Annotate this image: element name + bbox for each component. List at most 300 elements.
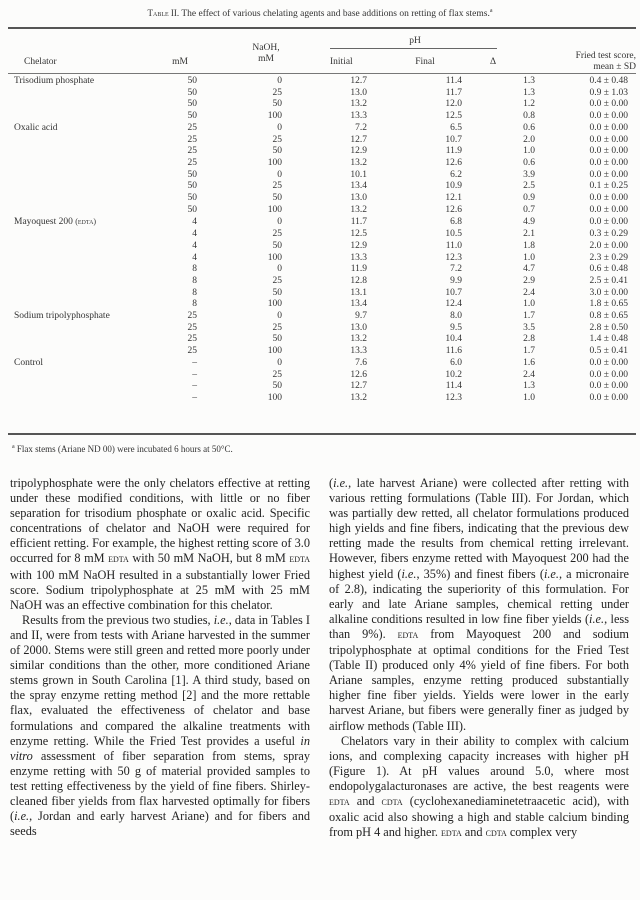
body-column-right — [329, 476, 629, 841]
text-run: , a micronaire of 2.8), indicating the superiority of this formulation. For early and late Ariane samples, chemical retting under alkaline conditions resulted in low fine fiber yields ( — [329, 566, 629, 626]
cell-ph-initial-text: 13.4 — [350, 299, 367, 310]
cell-ph-delta-text: 0.7 — [523, 204, 535, 215]
cell-chelator — [8, 253, 182, 265]
caption-footnote-mark: a — [489, 8, 493, 14]
cell-mm — [182, 358, 197, 370]
cell-fried-score — [535, 299, 636, 311]
cell-fried-score-text: 0.0 ± 0.00 — [589, 369, 628, 380]
cell-ph-delta — [462, 299, 535, 311]
cell-fried-score — [535, 288, 636, 300]
text-run: Results from the previous two studies, — [22, 612, 214, 627]
cell-chelator — [8, 299, 182, 311]
cell-fried-score-text: 0.4 ± 0.48 — [589, 76, 628, 86]
cell-mm-text: 25 — [187, 311, 197, 322]
cell-chelator — [8, 370, 182, 382]
cell-mm-text: – — [192, 381, 197, 392]
cell-fried-score — [535, 276, 636, 288]
cell-naoh — [197, 205, 282, 217]
table-row — [8, 323, 636, 335]
cell-fried-score-text: 0.0 ± 0.00 — [589, 216, 628, 227]
cell-ph-delta — [462, 264, 535, 276]
table-row — [8, 264, 636, 276]
cell-ph-final-text: 11.7 — [445, 87, 462, 98]
cell-mm-text: 25 — [187, 122, 197, 133]
cell-mm-text: 50 — [187, 76, 197, 86]
cell-mm — [182, 381, 197, 393]
cell-ph-final — [367, 288, 462, 300]
table-row — [8, 334, 636, 346]
cell-ph-final — [367, 323, 462, 335]
cell-fried-score — [535, 358, 636, 370]
table-body — [8, 76, 636, 405]
cell-ph-initial-text: 13.0 — [350, 193, 367, 204]
cell-naoh-text: 0 — [277, 216, 282, 227]
cell-ph-delta-text: 2.8 — [523, 334, 535, 345]
cell-ph-delta-text: 0.9 — [523, 193, 535, 204]
cell-ph-initial — [282, 158, 367, 170]
cell-ph-initial — [282, 146, 367, 158]
cell-ph-final-text: 10.7 — [445, 134, 462, 145]
cell-ph-delta — [462, 135, 535, 147]
cell-ph-initial — [282, 111, 367, 123]
table-row — [8, 370, 636, 382]
cell-ph-delta-text: 0.6 — [523, 122, 535, 133]
cell-mm-text: 8 — [192, 275, 197, 286]
cell-ph-initial-text: 11.7 — [350, 216, 367, 227]
cell-naoh — [197, 216, 282, 229]
cell-naoh — [197, 88, 282, 100]
cell-ph-delta-text: 2.4 — [523, 287, 535, 298]
cell-naoh-text: 100 — [267, 157, 282, 168]
cell-ph-initial-text: 12.5 — [350, 229, 367, 240]
cell-naoh-text: 50 — [272, 287, 282, 298]
text-run: and — [349, 793, 382, 808]
cell-ph-initial — [282, 181, 367, 193]
cell-chelator — [8, 276, 182, 288]
cell-naoh-text: 25 — [272, 181, 282, 192]
cell-ph-delta — [462, 170, 535, 182]
table-row — [8, 76, 636, 88]
table-row — [8, 311, 636, 323]
cell-fried-score-text: 2.3 ± 0.29 — [589, 252, 628, 263]
cell-naoh-text: 25 — [272, 275, 282, 286]
cell-naoh — [197, 381, 282, 393]
cell-ph-final-text: 6.0 — [450, 357, 462, 368]
text-run: , Jordan and early harvest Ariane) and for fibers and seeds — [10, 809, 310, 839]
cell-ph-final-text: 11.6 — [445, 346, 462, 357]
header-initial: Initial — [330, 57, 353, 67]
cell-chelator — [8, 123, 182, 135]
cell-naoh-text: 25 — [272, 134, 282, 145]
cell-fried-score-text: 0.0 ± 0.00 — [589, 111, 628, 122]
cell-ph-delta-text: 2.5 — [523, 181, 535, 192]
cell-chelator — [8, 381, 182, 393]
cell-ph-final-text: 12.0 — [445, 99, 462, 110]
cell-ph-initial-text: 12.7 — [350, 381, 367, 392]
text-run: assessment of fiber separation from stems, spray enzyme retting with 50 g of material provided samples to test retting effectiveness by the yield of fine fibers. Shirley-cleaned fiber yields from flax harvested optimally for fibers ( — [10, 748, 310, 824]
cell-ph-delta — [462, 229, 535, 241]
cell-naoh-text: 0 — [277, 357, 282, 368]
header-fried — [540, 51, 636, 73]
text-run: ( — [329, 476, 334, 490]
italic-text: i.e. — [333, 476, 349, 490]
cell-mm — [182, 193, 197, 205]
cell-naoh-text: 100 — [267, 346, 282, 357]
cell-ph-final-text: 11.4 — [445, 381, 462, 392]
cell-ph-initial — [282, 88, 367, 100]
cell-chelator — [8, 205, 182, 217]
text-run: tripolyphosphate were the only chelators effective at retting under these modified conditions, with little or no fiber separation for trisodium phosphate or oxalic acid. Specific concentrations of chelator and NaOH were required for efficient retting. For example, the highest retting score of 3.0 occurred for 8 mM — [10, 476, 310, 566]
cell-ph-delta — [462, 111, 535, 123]
cell-mm — [182, 264, 197, 276]
cell-ph-initial — [282, 123, 367, 135]
cell-fried-score — [535, 393, 636, 405]
cell-fried-score-text: 0.0 ± 0.00 — [589, 134, 628, 145]
cell-naoh — [197, 358, 282, 370]
cell-ph-delta — [462, 181, 535, 193]
cell-ph-initial — [282, 229, 367, 241]
text-run: (cyclohexanediaminetetraacetic acid), with oxalic acid also showing a high and stable calcium binding from pH 4 and higher. — [329, 793, 630, 840]
cell-fried-score — [535, 181, 636, 193]
cell-chelator-text: Oxalic acid — [14, 122, 58, 133]
cell-ph-final — [367, 88, 462, 100]
cell-fried-score — [535, 370, 636, 382]
cell-mm — [182, 229, 197, 241]
table-row — [8, 99, 636, 111]
cell-naoh-text: 100 — [267, 204, 282, 215]
cell-fried-score — [535, 111, 636, 123]
cell-mm — [182, 76, 197, 88]
cell-ph-delta-text: 3.5 — [523, 322, 535, 333]
cell-fried-score — [535, 76, 636, 88]
cell-mm — [182, 205, 197, 217]
cell-fried-score-text: 0.0 ± 0.00 — [589, 169, 628, 180]
cell-ph-initial — [282, 170, 367, 182]
cell-mm — [182, 99, 197, 111]
cell-ph-final-text: 10.4 — [445, 334, 462, 345]
cell-ph-delta — [462, 311, 535, 323]
cell-fried-score-text: 0.0 ± 0.00 — [589, 99, 628, 110]
cell-ph-initial-text: 13.3 — [350, 346, 367, 357]
cell-naoh — [197, 311, 282, 323]
cell-ph-initial — [282, 381, 367, 393]
cell-fried-score-text: 0.0 ± 0.00 — [589, 193, 628, 204]
cell-mm — [182, 181, 197, 193]
header-naoh-line1: NaOH, — [252, 43, 280, 53]
abbreviation: edta — [108, 553, 129, 566]
cell-ph-initial-text: 9.7 — [355, 311, 367, 322]
cell-mm-text: 4 — [192, 216, 197, 227]
cell-ph-final-text: 10.9 — [445, 181, 462, 192]
cell-naoh — [197, 123, 282, 135]
cell-ph-delta-text: 4.7 — [523, 264, 535, 275]
cell-ph-initial-text: 13.0 — [350, 322, 367, 333]
cell-ph-initial-text: 13.3 — [350, 252, 367, 263]
header-fried-line1: Fried test score, — [575, 51, 636, 61]
cell-fried-score — [535, 146, 636, 158]
cell-ph-initial-text: 13.2 — [350, 157, 367, 168]
cell-mm-text: – — [192, 392, 197, 403]
cell-ph-final — [367, 158, 462, 170]
cell-fried-score — [535, 229, 636, 241]
cell-mm-text: 4 — [192, 229, 197, 240]
cell-chelator — [8, 193, 182, 205]
cell-naoh-text: 50 — [272, 193, 282, 204]
cell-ph-delta-text: 1.3 — [523, 76, 535, 86]
text-run: Chelators vary in their ability to complex with calcium ions, and complexing capacity increases with higher pH (Figure 1). At pH values around 5.0, where most endopolygalacturonases are active, the best reagents were — [329, 733, 629, 793]
cell-mm — [182, 123, 197, 135]
table-top-rule — [8, 27, 636, 29]
cell-ph-delta-text: 2.9 — [523, 275, 535, 286]
cell-mm-text: 25 — [187, 157, 197, 168]
cell-ph-delta — [462, 193, 535, 205]
cell-fried-score-text: 0.6 ± 0.48 — [589, 264, 628, 275]
header-delta: Δ — [489, 57, 497, 67]
cell-ph-initial — [282, 264, 367, 276]
paragraph — [329, 476, 629, 734]
cell-mm — [182, 241, 197, 253]
cell-ph-initial — [282, 393, 367, 405]
cell-ph-delta-text: 1.3 — [523, 87, 535, 98]
cell-ph-final — [367, 99, 462, 111]
cell-mm-text: 50 — [187, 99, 197, 110]
text-run: , data in Tables I and II, were from tests with Ariane harvested in the summer of 2000. Stems were still green and retted more poorly under similar conditions than the other, more conditioned Ariane stems grown in South Carolina [1]. A third study, based on the spray enzyme retting method [2] and the more rettable flax, evaluated the effectiveness of chelator and base formulations and compared the alkaline treatments with enzyme retting. While the Fried Test provides a useful — [10, 612, 310, 748]
cell-mm — [182, 135, 197, 147]
cell-naoh-text: 50 — [272, 240, 282, 251]
cell-ph-delta-text: 3.9 — [523, 169, 535, 180]
italic-text: i.e. — [213, 612, 229, 627]
footnote-mark: a — [12, 444, 15, 450]
table-row — [8, 216, 636, 229]
cell-naoh-text: 25 — [272, 87, 282, 98]
cell-chelator — [8, 88, 182, 100]
cell-naoh — [197, 288, 282, 300]
cell-ph-final-text: 11.0 — [445, 240, 462, 251]
cell-ph-delta — [462, 76, 535, 88]
cell-fried-score — [535, 253, 636, 265]
cell-ph-initial — [282, 241, 367, 253]
cell-ph-final — [367, 146, 462, 158]
cell-mm-text: 4 — [192, 252, 197, 263]
cell-ph-final — [367, 181, 462, 193]
cell-chelator — [8, 216, 182, 229]
table-row — [8, 123, 636, 135]
cell-ph-delta-text: 2.4 — [523, 369, 535, 380]
cell-chelator — [8, 99, 182, 111]
cell-naoh-text: 100 — [267, 299, 282, 310]
cell-mm — [182, 311, 197, 323]
cell-ph-initial-text: 13.2 — [350, 204, 367, 215]
cell-mm — [182, 370, 197, 382]
cell-ph-initial-text: 7.2 — [355, 122, 367, 133]
cell-ph-final — [367, 334, 462, 346]
chelator-abbrev: (edta) — [75, 217, 97, 227]
cell-naoh-text: 50 — [272, 381, 282, 392]
cell-ph-delta — [462, 123, 535, 135]
cell-ph-delta-text: 0.8 — [523, 111, 535, 122]
cell-chelator — [8, 311, 182, 323]
italic-text: i.e. — [14, 809, 30, 824]
cell-naoh-text: 50 — [272, 334, 282, 345]
paragraph — [329, 734, 629, 842]
table-row — [8, 170, 636, 182]
cell-fried-score-text: 0.0 ± 0.00 — [589, 146, 628, 157]
cell-mm-text: 50 — [187, 169, 197, 180]
cell-fried-score — [535, 241, 636, 253]
cell-ph-final — [367, 123, 462, 135]
table-row — [8, 381, 636, 393]
text-run: with 50 mM NaOH, but 8 mM — [128, 551, 290, 566]
table-footnote — [12, 444, 233, 454]
cell-ph-final-text: 9.9 — [450, 275, 462, 286]
cell-ph-delta — [462, 346, 535, 358]
cell-ph-initial-text: 11.9 — [350, 264, 367, 275]
cell-chelator-text: Mayoquest 200 — [14, 217, 73, 228]
cell-chelator — [8, 170, 182, 182]
table-row — [8, 146, 636, 158]
cell-naoh-text: 25 — [272, 369, 282, 380]
cell-ph-final — [367, 393, 462, 405]
body-column-left — [10, 476, 310, 839]
cell-ph-final — [367, 346, 462, 358]
table-row — [8, 393, 636, 405]
cell-ph-final — [367, 264, 462, 276]
cell-naoh — [197, 393, 282, 405]
table-caption — [0, 8, 640, 19]
cell-fried-score-text: 0.1 ± 0.25 — [589, 181, 628, 192]
cell-ph-initial-text: 7.6 — [355, 357, 367, 368]
abbreviation: cdta — [485, 827, 507, 840]
table-row — [8, 241, 636, 253]
cell-ph-delta — [462, 393, 535, 405]
table-row — [8, 193, 636, 205]
cell-fried-score — [535, 193, 636, 205]
cell-ph-final-text: 12.1 — [445, 193, 462, 204]
cell-chelator-text: Sodium tripolyphosphate — [14, 311, 110, 322]
cell-chelator — [8, 323, 182, 335]
cell-ph-initial-text: 13.3 — [350, 111, 367, 122]
cell-ph-final-text: 6.8 — [450, 216, 462, 227]
cell-naoh — [197, 193, 282, 205]
cell-fried-score — [535, 311, 636, 323]
cell-mm — [182, 158, 197, 170]
cell-mm — [182, 216, 197, 229]
cell-chelator — [8, 241, 182, 253]
italic-text: in vitro — [10, 733, 310, 763]
cell-mm — [182, 170, 197, 182]
italic-text: i.e. — [543, 566, 559, 581]
cell-ph-final-text: 12.3 — [445, 252, 462, 263]
cell-chelator — [8, 264, 182, 276]
cell-mm — [182, 88, 197, 100]
table-row — [8, 288, 636, 300]
text-run: , late harvest Ariane) were collected after retting with various retting formulations (Table III). For Jordan, which was partially dew retted, all chelator formulations produced high yields and fine fibers, indicating that the previous dew retting made the results from chemical retting irrelevant. However, fibers enzyme retted with Mayoquest 200 had the highest yield ( — [329, 476, 629, 581]
cell-ph-delta-text: 2.0 — [523, 134, 535, 145]
cell-ph-initial — [282, 299, 367, 311]
cell-fried-score — [535, 205, 636, 217]
abbreviation: edta — [441, 827, 462, 840]
cell-ph-initial — [282, 311, 367, 323]
cell-ph-final-text: 10.7 — [445, 287, 462, 298]
cell-ph-final — [367, 216, 462, 229]
cell-ph-final — [367, 381, 462, 393]
cell-ph-delta-text: 1.3 — [523, 381, 535, 392]
cell-naoh-text: 0 — [277, 76, 282, 86]
cell-chelator — [8, 181, 182, 193]
footnote-text: Flax stems (Ariane ND 00) were incubated 6 hours at 50°C. — [14, 444, 233, 454]
cell-ph-delta — [462, 334, 535, 346]
cell-fried-score-text: 0.0 ± 0.00 — [589, 392, 628, 403]
cell-ph-initial-text: 13.2 — [350, 99, 367, 110]
cell-ph-initial-text: 12.9 — [350, 240, 367, 251]
cell-ph-final — [367, 170, 462, 182]
cell-fried-score — [535, 381, 636, 393]
cell-chelator — [8, 393, 182, 405]
cell-ph-final — [367, 311, 462, 323]
cell-ph-delta — [462, 381, 535, 393]
cell-ph-initial — [282, 276, 367, 288]
table-row — [8, 88, 636, 100]
cell-ph-initial-text: 13.0 — [350, 87, 367, 98]
cell-ph-delta-text: 1.0 — [523, 146, 535, 157]
cell-chelator — [8, 346, 182, 358]
cell-ph-final — [367, 193, 462, 205]
cell-mm-text: 25 — [187, 146, 197, 157]
cell-ph-final-text: 10.5 — [445, 229, 462, 240]
cell-naoh — [197, 264, 282, 276]
cell-mm — [182, 276, 197, 288]
cell-mm-text: 50 — [187, 181, 197, 192]
cell-naoh-text: 25 — [272, 322, 282, 333]
cell-ph-initial — [282, 253, 367, 265]
table-row — [8, 358, 636, 370]
cell-mm — [182, 299, 197, 311]
cell-mm — [182, 253, 197, 265]
cell-naoh — [197, 323, 282, 335]
cell-ph-delta-text: 4.9 — [523, 216, 535, 227]
cell-ph-initial-text: 12.7 — [350, 134, 367, 145]
cell-mm — [182, 323, 197, 335]
abbreviation: edta — [329, 795, 350, 808]
cell-ph-delta — [462, 370, 535, 382]
cell-mm-text: 4 — [192, 240, 197, 251]
cell-ph-final-text: 6.2 — [450, 169, 462, 180]
header-naoh-line2: mM — [258, 54, 274, 64]
cell-chelator — [8, 358, 182, 370]
cell-mm-text: 8 — [192, 299, 197, 310]
cell-ph-initial-text: 12.6 — [350, 369, 367, 380]
table-row — [8, 111, 636, 123]
table-row — [8, 346, 636, 358]
cell-fried-score-text: 3.0 ± 0.00 — [589, 287, 628, 298]
cell-naoh — [197, 146, 282, 158]
cell-naoh-text: 50 — [272, 99, 282, 110]
cell-fried-score-text: 0.8 ± 0.65 — [589, 311, 628, 322]
cell-fried-score-text: 1.4 ± 0.48 — [589, 334, 628, 345]
table-row — [8, 158, 636, 170]
cell-ph-initial — [282, 358, 367, 370]
cell-ph-delta-text: 1.0 — [523, 299, 535, 310]
header-bottom-rule — [8, 73, 636, 74]
cell-ph-final — [367, 229, 462, 241]
cell-naoh — [197, 229, 282, 241]
cell-mm-text: – — [192, 369, 197, 380]
header-fried-line2: mean ± SD — [593, 62, 636, 72]
cell-ph-delta-text: 1.7 — [523, 346, 535, 357]
cell-naoh — [197, 158, 282, 170]
table-title: The effect of various chelating agents and base additions on retting of flax stems. — [179, 9, 490, 20]
table-row — [8, 299, 636, 311]
